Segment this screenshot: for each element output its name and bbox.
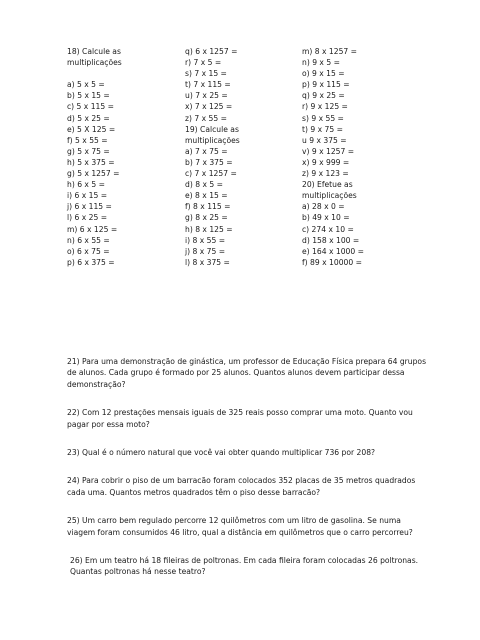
column-line: s) 7 x 15 =: [185, 69, 227, 79]
problem-25: 25) Um carro bem regulado percorre 12 quilômetros com um litro de gasolina. Se numa viagem foram consumidos 46 litro, qual a distância em quilômetros que o carro percorreu?: [67, 516, 413, 537]
column-line: h) 5 x 375 =: [67, 157, 115, 167]
problem-26: 26) Em um teatro há 18 fileiras de poltronas. Em cada fileira foram colocadas 26 poltronas. Quantas poltronas há nesse teatro?: [70, 556, 419, 577]
column-line: b) 49 x 10 =: [302, 213, 350, 223]
column-line: d) 8 x 5 =: [185, 180, 223, 190]
exercise-column-2: [185, 46, 240, 268]
column-line: b) 7 x 375 =: [185, 157, 233, 167]
problem-21: 21) Para uma demonstração de ginástica, um professor de Educação Física prepara 64 grupos de alunos. Cada grupo é formado por 25 alunos. Quantos alunos devem participar dessa demonstração?: [67, 357, 427, 389]
column-line: x) 9 x 999 =: [302, 157, 350, 167]
column-line: multiplicações: [185, 135, 240, 145]
column-line: a) 28 x 0 =: [302, 202, 345, 212]
column-line: f) 5 x 55 =: [67, 135, 108, 145]
column-line: i) 8 x 55 =: [185, 235, 226, 245]
column-line: multiplicações: [67, 58, 122, 68]
column-line: t) 9 x 75 =: [302, 124, 343, 134]
column-line: t) 7 x 115 =: [185, 80, 231, 90]
column-line: m) 8 x 1257 =: [302, 47, 358, 56]
column-line: g) 5 x 1257 =: [67, 169, 120, 179]
column-line: l) 8 x 375 =: [185, 257, 230, 267]
column-line: multiplicações: [302, 191, 357, 201]
column-line: 19) Calcule as: [185, 124, 239, 134]
problem-23: 23) Qual é o número natural que você vai obter quando multiplicar 736 por 208?: [67, 448, 376, 458]
column-line: r) 7 x 5 =: [185, 58, 222, 68]
column-line: z) 9 x 123 =: [302, 169, 349, 179]
column-line: o) 6 x 75 =: [67, 246, 110, 256]
column-line: g) 5 x 75 =: [67, 146, 110, 156]
column-line: p) 6 x 375 =: [67, 257, 115, 267]
column-line: c) 7 x 1257 =: [185, 169, 237, 179]
column-line: [67, 68, 122, 79]
exercise-column-1: [67, 46, 122, 268]
column-line: q) 9 x 25 =: [302, 91, 345, 101]
word-problems: [67, 356, 427, 595]
column-line: j) 8 x 75 =: [185, 246, 226, 256]
column-line: c) 274 x 10 =: [302, 224, 354, 234]
column-line: p) 9 x 115 =: [302, 80, 350, 90]
column-line: u 9 x 375 =: [302, 135, 347, 145]
column-line: 20) Efetue as: [302, 180, 353, 190]
column-line: f) 89 x 10000 =: [302, 257, 362, 267]
column-line: j) 6 x 115 =: [67, 202, 112, 212]
column-line: u) 7 x 25 =: [185, 91, 228, 101]
column-line: l) 6 x 25 =: [67, 213, 108, 223]
problem-22: 22) Com 12 prestações mensais iguais de 325 reais posso comprar uma moto. Quanto vou pagar por essa moto?: [67, 408, 413, 429]
column-line: r) 9 x 125 =: [302, 102, 348, 112]
column-line: n) 6 x 55 =: [67, 235, 110, 245]
column-line: m) 6 x 125 =: [67, 224, 118, 234]
column-line: q) 6 x 1257 =: [185, 47, 238, 56]
column-line: x) 7 x 125 =: [185, 102, 233, 112]
column-line: a) 7 x 75 =: [185, 146, 228, 156]
column-line: d) 5 x 25 =: [67, 113, 110, 123]
column-line: b) 5 x 15 =: [67, 91, 110, 101]
column-line: n) 9 x 5 =: [302, 58, 340, 68]
column-line: e) 164 x 1000 =: [302, 246, 364, 256]
column-line: v) 9 x 1257 =: [302, 146, 355, 156]
column-line: h) 8 x 125 =: [185, 224, 233, 234]
column-line: s) 9 x 55 =: [302, 113, 344, 123]
column-line: h) 6 x 5 =: [67, 180, 105, 190]
column-line: f) 8 x 115 =: [185, 202, 231, 212]
column-line: z) 7 x 55 =: [185, 113, 227, 123]
column-line: e) 5 X 125 =: [67, 124, 116, 134]
column-line: i) 6 x 15 =: [67, 191, 108, 201]
column-line: g) 8 x 25 =: [185, 213, 228, 223]
column-line: d) 158 x 100 =: [302, 235, 360, 245]
column-line: a) 5 x 5 =: [67, 80, 105, 90]
column-line: 18) Calcule as: [67, 47, 121, 56]
column-line: c) 5 x 115 =: [67, 102, 114, 112]
column-line: e) 8 x 15 =: [185, 191, 228, 201]
exercise-column-3: [302, 46, 364, 268]
problem-24: 24) Para cobrir o piso de um barracão foram colocados 352 placas de 35 metros quadrados cada uma. Quantos metros quadrados têm o piso desse barracão?: [67, 476, 416, 497]
column-line: o) 9 x 15 =: [302, 69, 345, 79]
